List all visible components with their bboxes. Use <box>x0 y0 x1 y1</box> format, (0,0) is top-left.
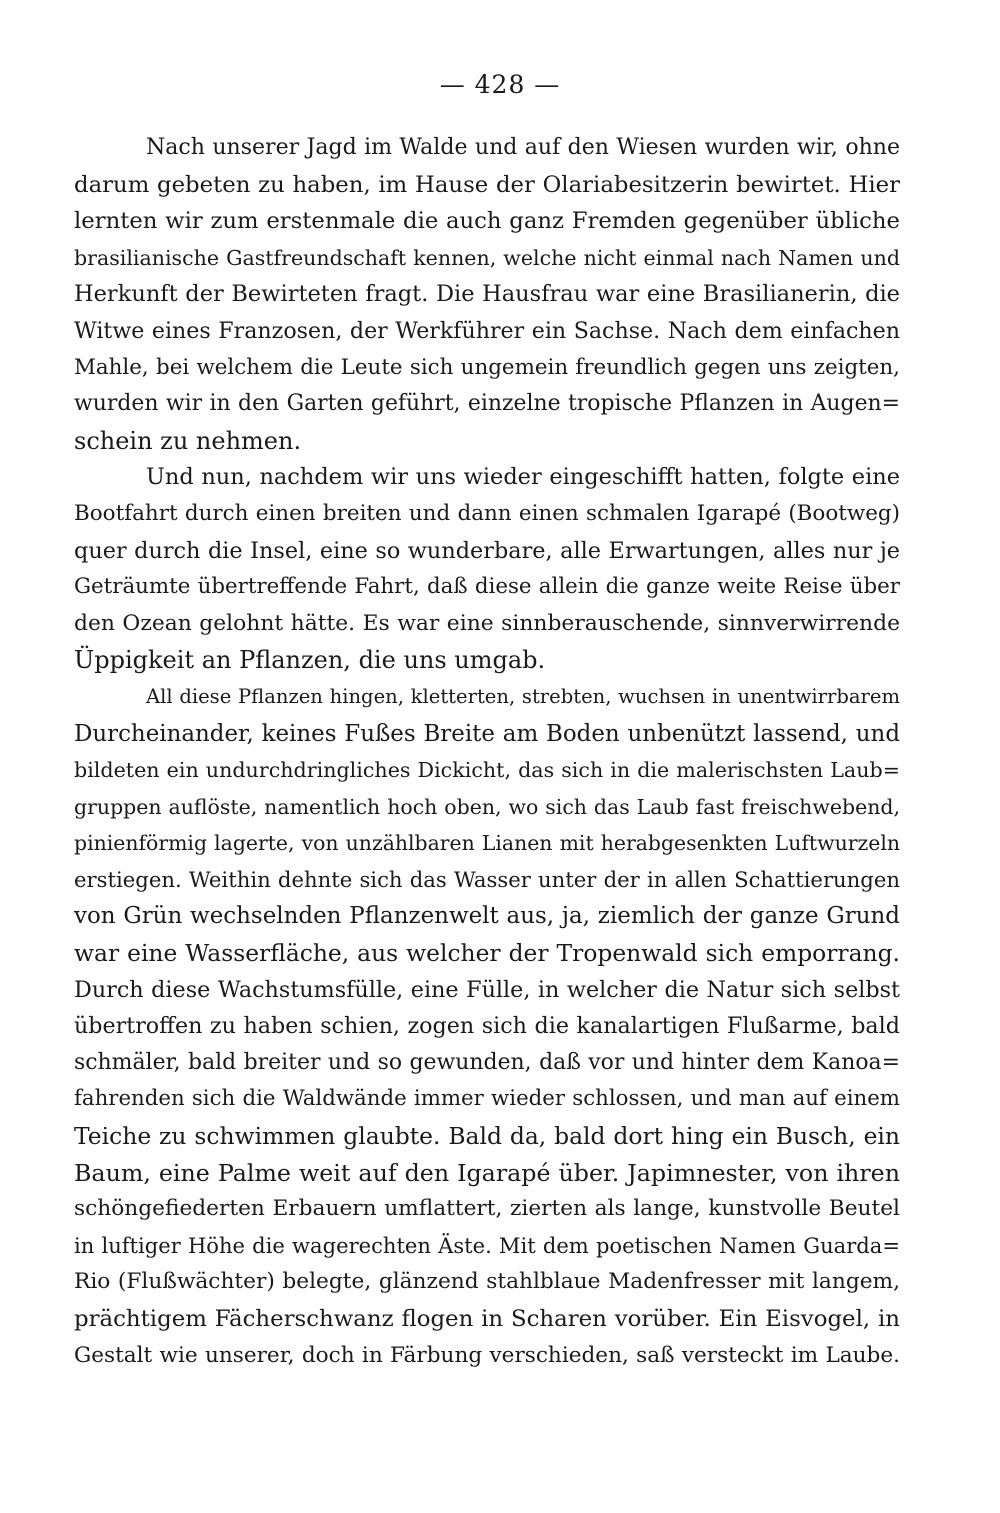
text-line: schöngefiederten Erbauern umflattert, zierten als lange, kunstvolle Beutel <box>74 1196 900 1222</box>
text-line: Rio (Flußwächter) belegte, glänzend stahlblaue Madenfresser mit langem, <box>74 1269 900 1295</box>
text-line: von Grün wechselnden Pflanzenwelt aus, ja, ziemlich der ganze Grund <box>74 903 900 930</box>
text-line: Durch diese Wachstumsfülle, eine Fülle, in welcher die Natur sich selbst <box>74 976 900 1003</box>
text-line: fahrenden sich die Waldwände immer wieder schlossen, und man auf einem <box>74 1086 900 1112</box>
text-line: lernten wir zum erstenmale die auch ganz Fremden gegenüber übliche <box>74 208 900 235</box>
text-line: All diese Pflanzen hingen, kletterten, strebten, wuchsen in unentwirrbarem <box>146 684 900 708</box>
text-line: Mahle, bei welchem die Leute sich ungemein freundlich gegen uns zeigten, <box>74 354 900 380</box>
text-line: in luftiger Höhe die wagerechten Äste. Mit dem poetischen Namen Guarda= <box>74 1232 900 1258</box>
text-line: Herkunft der Bewirteten fragt. Die Hausfrau war eine Brasilianerin, die <box>74 281 900 308</box>
text-line: Gestalt wie unserer, doch in Färbung verschieden, saß versteckt im Laube. <box>74 1342 900 1368</box>
text-line: übertroffen zu haben schien, zogen sich die kanalartigen Flußarme, bald <box>74 1013 900 1040</box>
text-line: prächtigem Fächerschwanz flogen in Scharen vorüber. Ein Eisvogel, in <box>74 1306 900 1332</box>
text-line: Geträumte übertreffende Fahrt, daß diese allein die ganze weite Reise über <box>74 574 900 600</box>
text-line: Teiche zu schwimmen glaubte. Bald da, bald dort hing ein Busch, ein <box>74 1122 900 1151</box>
text-line: schein zu nehmen. <box>74 426 302 455</box>
text-line: war eine Wasserfläche, aus welcher der Tropenwald sich emporrang. <box>74 939 900 968</box>
page-number: — 428 — <box>439 70 561 99</box>
text-line: wurden wir in den Garten geführt, einzelne tropische Pflanzen in Augen= <box>74 391 900 417</box>
text-line: Baum, eine Palme weit auf den Igarapé über. Japimnester, von ihren <box>74 1158 900 1187</box>
text-line: erstiegen. Weithin dehnte sich das Wasser unter der in allen Schattierungen <box>74 866 900 892</box>
body-text <box>74 130 900 1374</box>
text-line: Bootfahrt durch einen breiten und dann einen schmalen Igarapé (Bootweg) <box>74 500 900 526</box>
text-line: gruppen auflöste, namentlich hoch oben, wo sich das Laub fast freischwebend, <box>74 794 900 819</box>
text-line: darum gebeten zu haben, im Hause der Olariabesitzerin bewirtet. Hier <box>74 171 900 198</box>
text-line: Üppigkeit an Pflanzen, die uns umgab. <box>74 646 546 675</box>
text-line: den Ozean gelohnt hätte. Es war eine sinnberauschende, sinnverwirrende <box>74 610 900 636</box>
text-line: Nach unserer Jagd im Walde und auf den Wiesen wurden wir, ohne <box>146 135 900 160</box>
text-line: Durcheinander, keines Fußes Breite am Boden unbenützt lassend, und <box>74 720 900 747</box>
text-line: Witwe eines Franzosen, der Werkführer ein Sachse. Nach dem einfachen <box>74 317 900 344</box>
text-line: Und nun, nachdem wir uns wieder eingeschifft hatten, folgte eine <box>146 464 900 491</box>
text-line: schmäler, bald breiter und so gewunden, daß vor und hinter dem Kanoa= <box>74 1049 900 1075</box>
text-line: pinienförmig lagerte, von unzählbaren Lianen mit herabgesenkten Luftwurzeln <box>74 831 900 856</box>
text-line: quer durch die Insel, eine so wunderbare, alle Erwartungen, alles nur je <box>74 537 900 564</box>
text-line: brasilianische Gastfreundschaft kennen, welche nicht einmal nach Namen und <box>74 245 900 270</box>
text-line: bildeten ein undurchdringliches Dickicht, das sich in die malerischsten Laub= <box>74 758 900 783</box>
